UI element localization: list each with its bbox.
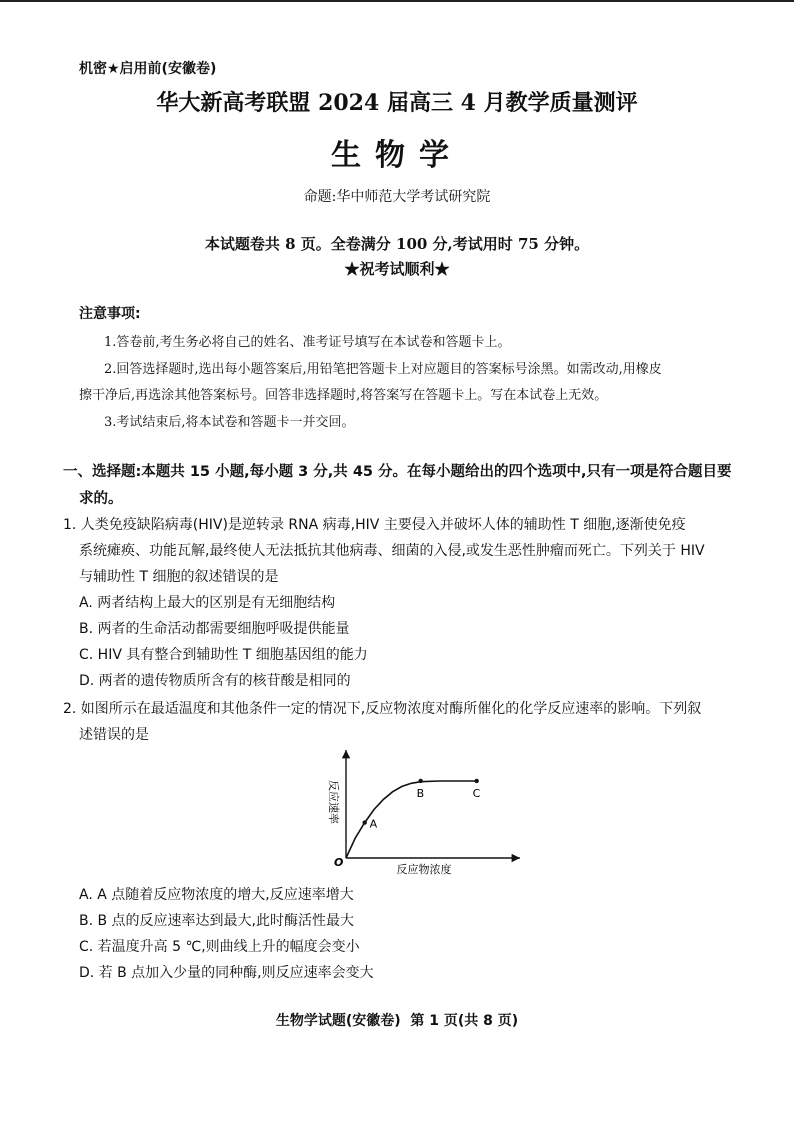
page-footer: 生物学试题(安徽卷) 第 1 页(共 8 页)	[275, 1013, 519, 1029]
q1-option-c: C. HIV 具有整合到辅助性 T 细胞基因组的能力	[79, 647, 368, 663]
q1-option-a: A. 两者结构上最大的区别是有无细胞结构	[79, 595, 336, 611]
point-b-label: B	[416, 786, 425, 800]
notice-heading: 注意事项:	[79, 306, 141, 322]
section-heading-line-2: 求的。	[79, 491, 123, 507]
notice-item-3: 3.考试结束后,将本试卷和答题卡一并交回。	[104, 415, 355, 430]
exam-title: 华大新高考联盟 2024 届高三 4 月教学质量测评	[156, 90, 638, 116]
enzyme-rate-chart	[314, 748, 524, 878]
point-a-marker	[362, 820, 366, 824]
notice-item-1: 1.答卷前,考生务必将自己的姓名、准考证号填写在本试卷和答题卡上。	[104, 335, 511, 350]
q1-stem-line-3: 与辅助性 T 细胞的叙述错误的是	[79, 569, 279, 585]
point-c-marker	[474, 779, 478, 783]
page-top-border	[0, 0, 794, 2]
q2-stem-line-2: 述错误的是	[79, 727, 149, 743]
point-c-label: C	[472, 786, 481, 800]
good-luck-line: ★祝考试顺利★	[344, 260, 450, 278]
notice-item-2-line-2: 擦干净后,再选涂其他答案标号。回答非选择题时,将答案写在答题卡上。写在本试卷上无效。	[79, 388, 608, 403]
q1-option-b: B. 两者的生命活动都需要细胞呼吸提供能量	[79, 621, 350, 637]
q2-option-d: D. 若 B 点加入少量的同种酶,则反应速率会变大	[79, 965, 374, 981]
y-axis-label: 反应速率	[327, 780, 340, 824]
q1-option-d: D. 两者的遗传物质所含有的核苷酸是相同的	[79, 673, 351, 689]
q2-stem-line-1: 2. 如图所示在最适温度和其他条件一定的情况下,反应物浓度对酶所催化的化学反应速率的影响。下列叙	[63, 701, 702, 717]
rate-curve	[346, 781, 477, 858]
origin-label: O	[334, 856, 344, 869]
exam-info: 本试题卷共 8 页。全卷满分 100 分,考试用时 75 分钟。	[204, 235, 590, 253]
point-a-label: A	[369, 817, 378, 831]
q2-option-b: B. B 点的反应速率达到最大,此时酶活性最大	[79, 913, 355, 929]
x-axis-label: 反应物浓度	[396, 863, 452, 876]
notice-item-2-line-1: 2.回答选择题时,选出每小题答案后,用铅笔把答题卡上对应题目的答案标号涂黑。如需改动,用橡皮	[104, 362, 662, 377]
subject-title: 生物学	[331, 138, 463, 173]
q2-option-c: C. 若温度升高 5 ℃,则曲线上升的幅度会变小	[79, 939, 360, 955]
section-heading-line-1: 一、选择题:本题共 15 小题,每小题 3 分,共 45 分。在每小题给出的四个选项中,只有一项是符合题目要	[63, 464, 732, 480]
q2-option-a: A. A 点随着反应物浓度的增大,反应速率增大	[79, 887, 354, 903]
author-line: 命题:华中师范大学考试研究院	[303, 189, 491, 205]
q1-stem-line-2: 系统瘫痪、功能瓦解,最终使人无法抵抗其他病毒、细菌的入侵,或发生恶性肿瘤而死亡。下列关于 HIV	[79, 543, 705, 559]
q1-stem-line-1: 1. 人类免疫缺陷病毒(HIV)是逆转录 RNA 病毒,HIV 主要侵入并破坏人体的辅助性 T 细胞,逐渐使免疫	[63, 517, 686, 533]
confidential-label: 机密★启用前(安徽卷)	[79, 61, 217, 77]
point-b-marker	[418, 779, 422, 783]
